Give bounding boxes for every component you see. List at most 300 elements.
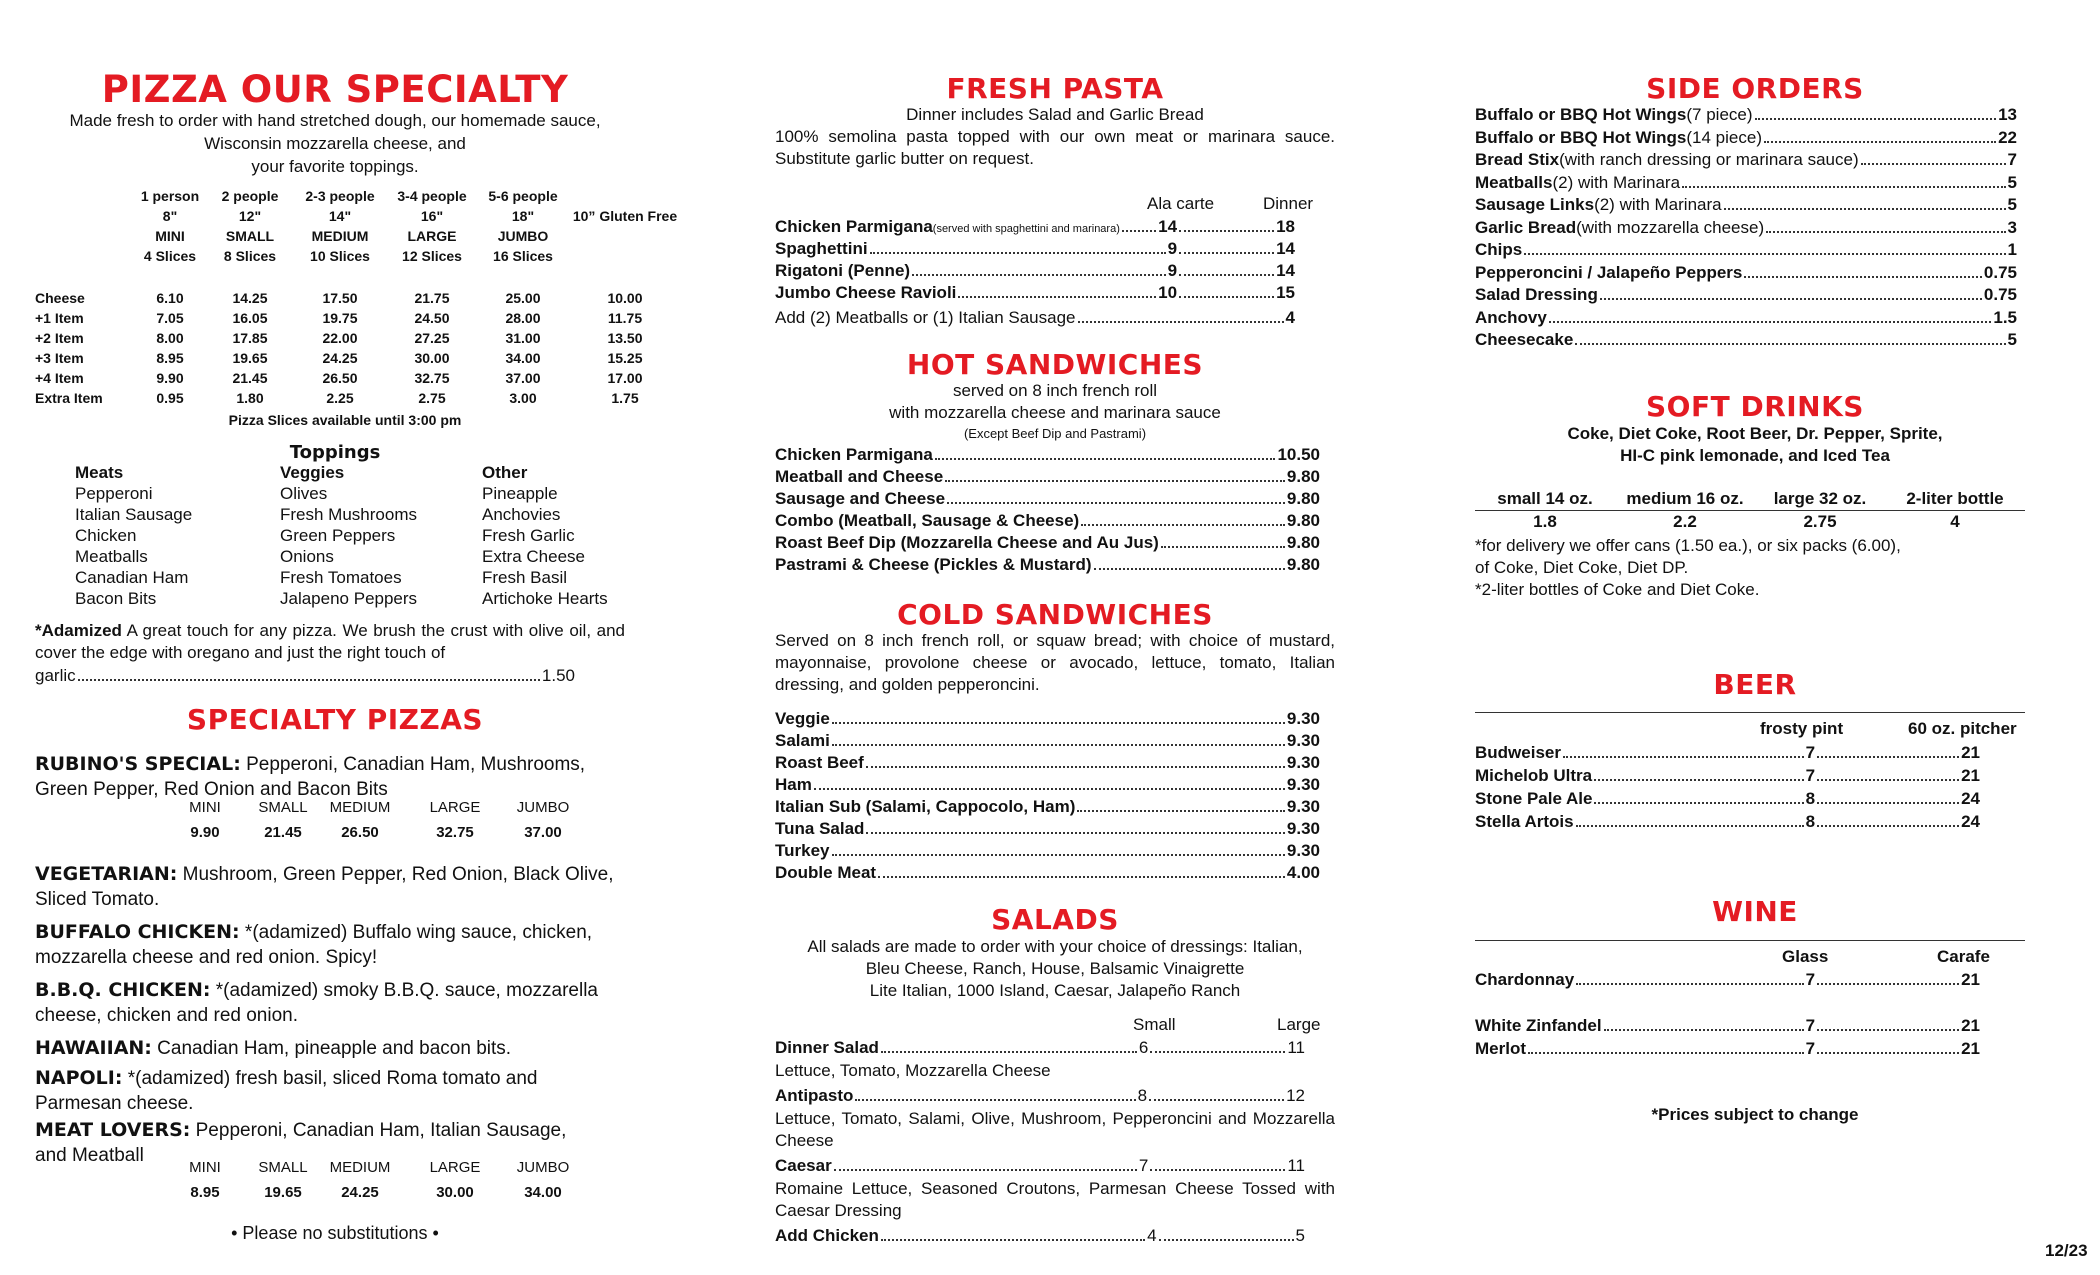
item-note: (with mozzarella cheese) (1576, 217, 1765, 237)
pizza-price-cell: 8.00 (156, 330, 184, 346)
pasta-note: (served with spaghettini and marinara) (932, 223, 1120, 235)
buffalo-desc-1: *(adamized) Buffalo wing sauce, chicken, (239, 922, 593, 943)
pizza-price-cell: 26.50 (322, 370, 358, 386)
leader-dots (1524, 253, 2005, 255)
pizza-price-cell: 24.25 (322, 350, 358, 366)
pizza-row-label: +1 Item (35, 310, 84, 326)
bbq-name: B.B.Q. CHICKEN: (35, 979, 211, 1001)
item-price: 9.30 (1286, 731, 1320, 750)
pizza-price-cell: 17.85 (232, 330, 268, 346)
leader-dots (832, 722, 1285, 724)
adamized-price: 1.50 (541, 666, 575, 685)
item-name: Salad Dressing (1475, 285, 1598, 304)
leader-dots (1081, 524, 1285, 526)
leader-dots (935, 458, 1276, 460)
drink-name: Stone Pale Ale (1475, 789, 1593, 808)
size-inch: 8" (162, 208, 178, 224)
pasta-addon-price: 4 (1285, 308, 1295, 327)
bbq-desc-1: *(adamized) smoky B.B.Q. sauce, mozzarella (210, 980, 598, 1001)
leader-dots (1549, 321, 1992, 323)
menu-row (775, 840, 1320, 862)
salads-title: SALADS (991, 903, 1119, 936)
salads-sub-3: Lite Italian, 1000 Island, Caesar, Jalapeño Ranch (869, 981, 1241, 1000)
pizza-price-cell: 25.00 (505, 290, 541, 306)
drink-row (1475, 969, 1980, 991)
beer-divider (1475, 712, 2025, 713)
item-price: 7 (2007, 150, 2017, 169)
buffalo-name: BUFFALO CHICKEN: (35, 921, 240, 943)
topping-item: Olives (280, 484, 328, 503)
leader-dots (78, 679, 540, 681)
drink-row (1475, 1015, 1980, 1037)
item-name: Roast Beef Dip (Mozzarella Cheese and Au Jus) (775, 533, 1159, 552)
size-label: JUMBO (516, 1159, 570, 1176)
beer-col-pint: frosty pint (1760, 719, 1844, 738)
salads-col-large: Large (1277, 1015, 1321, 1034)
leader-dots (1861, 163, 2006, 165)
pizza-price-cell: 10.00 (607, 290, 643, 306)
size-slices: 4 Slices (143, 248, 197, 264)
leader-dots (1817, 756, 1959, 758)
menu-row (1475, 172, 2017, 194)
leader-dots (1159, 1239, 1294, 1241)
beer-col-pitcher: 60 oz. pitcher (1908, 719, 2017, 738)
item-name: Tuna Salad (775, 819, 865, 838)
item-price: 0.75 (1983, 262, 2017, 282)
leader-dots (1600, 298, 1982, 300)
adamized-last: garlic (35, 666, 76, 685)
wine-col-carafe: Carafe (1937, 947, 1990, 966)
pasta-col-dinner: Dinner (1263, 194, 1314, 213)
wine-title: WINE (1712, 895, 1798, 928)
leader-dots (1817, 1052, 1959, 1054)
pizza-price-cell: 3.00 (509, 390, 537, 406)
pizza-row-label: +4 Item (35, 370, 84, 386)
size-name: SMALL (225, 228, 275, 244)
cold-sandwiches-title: COLD SANDWICHES (897, 598, 1213, 631)
pizza-price-cell: 32.75 (414, 370, 450, 386)
drinks-sub-2: HI-C pink lemonade, and Iced Tea (1620, 446, 1890, 465)
pasta-name: Rigatoni (Penne) (775, 261, 911, 280)
rubino-special (35, 752, 635, 802)
rubino-desc-1: Pepperoni, Canadian Ham, Mushrooms, (240, 754, 586, 775)
drink-name: Chardonnay (1475, 970, 1575, 989)
size-slices: 12 Slices (402, 248, 462, 264)
item-price: 9.80 (1286, 555, 1320, 574)
pizza-row-label: Extra Item (35, 390, 103, 406)
pasta-row (775, 216, 1295, 238)
drink-name: Stella Artois (1475, 812, 1574, 831)
menu-row (775, 730, 1320, 752)
beer-title: BEER (1713, 668, 1797, 701)
pasta-title: FRESH PASTA (946, 72, 1164, 105)
item-price: 13 (1998, 105, 2017, 124)
leader-dots (1755, 118, 1997, 120)
size-price: 37.00 (524, 824, 562, 841)
item-name: Italian Sub (Salami, Cappocolo, Ham) (775, 797, 1076, 816)
leader-dots (1161, 546, 1285, 548)
topping-item: Italian Sausage (75, 505, 193, 524)
size-label: MINI (189, 799, 221, 816)
leader-dots (1594, 802, 1803, 804)
leader-dots (881, 1051, 1137, 1053)
leader-dots (881, 1239, 1145, 1241)
size-name: MINI (155, 228, 185, 244)
size-name: MEDIUM (311, 228, 369, 244)
item-note: (2) with Marinara (1552, 172, 1681, 192)
salad-large-price: 5 (1295, 1226, 1305, 1245)
drink-price-b: 21 (1961, 1039, 1980, 1058)
pasta-name: Jumbo Cheese Ravioli (775, 283, 957, 302)
pizza-title: PIZZA OUR SPECIALTY (101, 68, 569, 111)
item-name: Buffalo or BBQ Hot Wings (1475, 127, 1687, 147)
drink-size: medium 16 oz. (1626, 489, 1744, 508)
napoli-pizza (35, 1066, 635, 1116)
leader-dots (1682, 186, 2006, 188)
topping-item: Green Peppers (280, 526, 396, 545)
pizza-price-cell: 17.00 (607, 370, 643, 386)
leader-dots (834, 1169, 1137, 1171)
pasta-dinner-price: 14 (1276, 239, 1295, 258)
size-price: 21.45 (264, 824, 302, 841)
item-price: 9.80 (1286, 511, 1320, 530)
pizza-row-label: Cheese (35, 290, 85, 306)
item-note: (with ranch dressing or marinara sauce) (1559, 150, 1859, 169)
drinks-note-3: *2-liter bottles of Coke and Diet Coke. (1475, 580, 1760, 599)
pizza-intro-1: Made fresh to order with hand stretched dough, our homemade sauce, (69, 111, 601, 130)
salad-name: Antipasto (775, 1086, 854, 1105)
salad-small-price: 4 (1147, 1226, 1157, 1245)
pizza-price-cell: 34.00 (505, 350, 541, 366)
pizza-price-cell: 24.50 (414, 310, 450, 326)
topping-item: Meatballs (75, 547, 148, 566)
pizza-intro-3: your favorite toppings. (251, 157, 419, 176)
menu-row (1475, 239, 2017, 261)
item-name: Chips (1475, 240, 1523, 259)
item-name: Anchovy (1475, 307, 1547, 327)
pasta-row (775, 260, 1295, 282)
menu-row (1475, 329, 2017, 351)
drink-row (1475, 765, 1980, 787)
leader-dots (1594, 779, 1803, 781)
pizza-price-cell: 9.90 (156, 370, 184, 386)
meat-lovers-desc-1: Pepperoni, Canadian Ham, Italian Sausage, (190, 1120, 567, 1141)
meat-lovers-desc-2: and Meatball (35, 1145, 144, 1166)
leader-dots (814, 788, 1285, 790)
buffalo-desc-2: mozzarella cheese and red onion. Spicy! (35, 947, 378, 968)
salad-large-price: 12 (1286, 1086, 1305, 1105)
size-name: JUMBO (497, 228, 549, 244)
item-name: Combo (Meatball, Sausage & Cheese) (775, 511, 1080, 530)
size-label: MEDIUM (329, 1159, 391, 1176)
size-people: 2 people (221, 188, 279, 204)
drink-price: 2.75 (1803, 512, 1837, 531)
pasta-sub: Dinner includes Salad and Garlic Bread (906, 105, 1204, 124)
size-inch: 12" (238, 208, 262, 224)
drink-price-a: 7 (1805, 766, 1816, 785)
pasta-col-alacarte: Ala carte (1147, 194, 1215, 213)
drink-price: 4 (1950, 512, 1960, 531)
item-name: Chicken Parmigana (775, 445, 933, 464)
drink-name: Michelob Ultra (1475, 766, 1593, 785)
leader-dots (1528, 1052, 1804, 1054)
menu-row (1475, 127, 2017, 149)
drink-row (1475, 788, 1980, 810)
topping-heading: Meats (75, 463, 124, 482)
salad-desc-dinner: Lettuce, Tomato, Mozzarella Cheese (775, 1061, 1051, 1080)
item-price: 5 (2007, 172, 2017, 192)
size-inch: 18" (511, 208, 535, 224)
pasta-alacarte-price: 9 (1167, 261, 1178, 280)
pasta-name: Spaghettini (775, 239, 868, 258)
adamized-label: *Adamized (35, 621, 122, 640)
pizza-price-cell: 19.65 (232, 350, 268, 366)
drink-price-b: 21 (1961, 766, 1980, 785)
leader-dots (1744, 276, 1982, 278)
item-price: 0.75 (1983, 285, 2017, 304)
pasta-addon: Add (2) Meatballs or (1) Italian Sausage (775, 308, 1076, 327)
pasta-alacarte-price: 14 (1158, 217, 1178, 236)
salad-small-price: 6 (1138, 1038, 1149, 1057)
pizza-intro-2: Wisconsin mozzarella cheese, and (204, 134, 466, 153)
size-price: 9.90 (190, 824, 220, 841)
bbq-chicken-pizza (35, 978, 635, 1028)
drink-price: 2.2 (1673, 512, 1697, 531)
prices-note: *Prices subject to change (1651, 1105, 1859, 1124)
menu-row (1475, 217, 2017, 239)
pasta-addon-row (775, 307, 1295, 329)
size-label: SMALL (258, 1159, 308, 1176)
menu-row (775, 862, 1320, 884)
leader-dots (1817, 825, 1959, 827)
drinks-divider (1475, 510, 2025, 511)
hawaiian-name: HAWAIIAN: (35, 1037, 152, 1059)
leader-dots (832, 854, 1285, 856)
drinks-sub-1: Coke, Diet Coke, Root Beer, Dr. Pepper, Sprite, (1567, 424, 1943, 443)
size-price: 24.25 (341, 1184, 379, 1201)
leader-dots (866, 832, 1284, 834)
size-inch: 14" (328, 208, 352, 224)
leader-dots (878, 876, 1285, 878)
menu-row (775, 554, 1320, 576)
salad-large-price: 11 (1287, 1038, 1305, 1057)
leader-dots (958, 296, 1156, 298)
buffalo-chicken-pizza (35, 920, 635, 970)
hot-sub-1: served on 8 inch french roll (952, 381, 1158, 400)
pasta-alacarte-price: 10 (1158, 283, 1178, 302)
pizza-price-cell: 17.50 (322, 290, 358, 306)
menu-row (1475, 194, 2017, 216)
drink-row (1475, 742, 1980, 764)
size-label: LARGE (429, 1159, 481, 1176)
item-price: 9.80 (1286, 489, 1320, 508)
drink-row (1475, 811, 1980, 833)
drink-price-a: 8 (1805, 789, 1816, 808)
item-name: Double Meat (775, 863, 877, 882)
soft-drinks-title: SOFT DRINKS (1646, 390, 1864, 423)
item-note: (7 piece) (1686, 105, 1753, 124)
adamized-text: A great touch for any pizza. We brush the crust with olive oil, and cover the edge with oregano and just the right touch of (35, 621, 625, 662)
wine-divider (1475, 940, 2025, 941)
menu-row (1475, 149, 2017, 171)
menu-row (1475, 307, 2017, 329)
item-price: 9.30 (1286, 819, 1320, 838)
item-price: 5 (2007, 330, 2017, 349)
leader-dots (1764, 141, 1996, 143)
hawaiian-desc: Canadian Ham, pineapple and bacon bits. (151, 1038, 512, 1059)
salads-sub-2: Bleu Cheese, Ranch, House, Balsamic Vinaigrette (865, 959, 1245, 978)
item-price: 9.30 (1286, 775, 1320, 794)
salad-desc-antipasto: Lettuce, Tomato, Salami, Olive, Mushroom, Pepperoncini and Mozzarella Cheese (775, 1109, 1335, 1150)
size-label: MINI (189, 1159, 221, 1176)
item-name: Meatball and Cheese (775, 467, 944, 486)
salad-desc-caesar: Romaine Lettuce, Seasoned Croutons, Parmesan Cheese Tossed with Caesar Dressing (775, 1179, 1335, 1220)
pizza-price-cell: 0.95 (156, 390, 184, 406)
topping-item: Jalapeno Peppers (280, 589, 418, 608)
drink-price-a: 7 (1805, 970, 1816, 989)
pizza-price-cell: 37.00 (505, 370, 541, 386)
pizza-price-cell: 21.75 (414, 290, 450, 306)
leader-dots (870, 252, 1166, 254)
item-price: 9.80 (1286, 533, 1320, 552)
item-note: (2) with Marinara (1594, 195, 1722, 214)
pizza-price-cell: 11.75 (607, 310, 643, 326)
leader-dots (1179, 274, 1274, 276)
item-price: 1 (2007, 240, 2017, 259)
napoli-desc-2: Parmesan cheese. (35, 1093, 194, 1114)
pizza-price-cell: 27.25 (414, 330, 450, 346)
leader-dots (1179, 252, 1274, 254)
topping-item: Chicken (75, 526, 137, 545)
item-name: Cheesecake (1475, 330, 1574, 349)
size-people: 1 person (140, 188, 200, 204)
item-price: 3 (2007, 217, 2017, 237)
item-price: 5 (2007, 195, 2017, 214)
size-price: 8.95 (190, 1184, 220, 1201)
menu-row (775, 444, 1320, 466)
pizza-price-cell: 19.75 (322, 310, 358, 326)
veg-desc-1: Mushroom, Green Pepper, Red Onion, Black Olive, (177, 864, 614, 885)
pizza-price-cell: 21.45 (232, 370, 268, 386)
topping-item: Fresh Mushrooms (280, 505, 417, 524)
hot-sub-3: (Except Beef Dip and Pastrami) (963, 426, 1147, 441)
pizza-price-cell: 13.50 (607, 330, 643, 346)
drink-price-a: 7 (1805, 1039, 1816, 1058)
menu-row (775, 752, 1320, 774)
leader-dots (866, 766, 1285, 768)
pasta-row (775, 238, 1295, 260)
menu-row (775, 708, 1320, 730)
pasta-row (775, 282, 1295, 304)
menu-row (1475, 104, 2017, 126)
leader-dots (832, 744, 1285, 746)
side-orders-title: SIDE ORDERS (1646, 72, 1864, 105)
leader-dots (1817, 983, 1959, 985)
salads-sub-1: All salads are made to order with your choice of dressings: Italian, (807, 937, 1303, 956)
salad-small-price: 8 (1137, 1086, 1148, 1105)
item-price: 10.50 (1277, 445, 1320, 464)
drink-price-a: 8 (1805, 812, 1816, 831)
drink-size: 2-liter bottle (1906, 489, 2004, 508)
size-slices: 10 Slices (310, 248, 370, 264)
menu-row (775, 510, 1320, 532)
napoli-name: NAPOLI: (35, 1067, 123, 1089)
menu-row (775, 796, 1320, 818)
topping-heading: Veggies (280, 463, 345, 482)
topping-item: Onions (280, 547, 334, 566)
salad-small-price: 7 (1138, 1156, 1149, 1175)
pasta-alacarte-price: 9 (1167, 239, 1178, 258)
salad-large-price: 11 (1287, 1156, 1305, 1175)
no-substitutions: • Please no substitutions • (231, 1223, 439, 1243)
pizza-price-cell: 30.00 (414, 350, 450, 366)
pasta-dinner-price: 14 (1276, 261, 1295, 280)
leader-dots (1817, 1029, 1959, 1031)
drink-name: Budweiser (1475, 743, 1561, 762)
drinks-note-2: of Coke, Diet Coke, Diet DP. (1475, 558, 1689, 577)
topping-item: Fresh Tomatoes (280, 568, 402, 587)
size-people: 2-3 people (305, 188, 375, 204)
leader-dots (1122, 230, 1156, 232)
leader-dots (947, 502, 1285, 504)
adamized-price-row (35, 665, 575, 687)
item-name: Roast Beef (775, 753, 864, 772)
leader-dots (1077, 810, 1285, 812)
item-price: 4.00 (1286, 863, 1320, 882)
menu-row (1475, 262, 2017, 284)
item-price: 9.30 (1286, 709, 1320, 728)
leader-dots (1576, 983, 1803, 985)
pizza-price-cell: 7.05 (156, 310, 184, 326)
size-label: LARGE (429, 799, 481, 816)
drink-price-b: 21 (1961, 1016, 1980, 1035)
item-name: Pastrami & Cheese (Pickles & Mustard) (775, 555, 1092, 574)
leader-dots (855, 1099, 1135, 1101)
leader-dots (1575, 343, 2005, 345)
leader-dots (912, 274, 1166, 276)
pizza-price-cell: 16.05 (232, 310, 268, 326)
drink-row (1475, 1038, 1980, 1060)
topping-item: Canadian Ham (75, 568, 189, 587)
leader-dots (1724, 208, 2006, 210)
drink-price-b: 24 (1961, 812, 1980, 831)
meat-lovers-name: MEAT LOVERS: (35, 1119, 191, 1141)
leader-dots (1150, 1051, 1285, 1053)
salad-name: Caesar (775, 1156, 832, 1175)
salad-name: Add Chicken (775, 1226, 879, 1245)
bbq-desc-2: cheese, chicken and red onion. (35, 1005, 299, 1026)
pizza-row-label: +2 Item (35, 330, 84, 346)
pizza-price-cell: 2.25 (326, 390, 354, 406)
drink-price-a: 7 (1805, 1016, 1816, 1035)
size-price: 32.75 (436, 824, 474, 841)
item-name: Veggie (775, 709, 830, 728)
item-name: Buffalo or BBQ Hot Wings (1475, 105, 1687, 124)
drinks-note-1: *for delivery we offer cans (1.50 ea.), or six packs (6.00), (1475, 536, 1901, 555)
pizza-row-label: +3 Item (35, 350, 84, 366)
size-label: MEDIUM (329, 799, 391, 816)
pizza-price-cell: 22.00 (322, 330, 358, 346)
adamized-description (35, 620, 625, 664)
toppings-title: Toppings (289, 442, 381, 463)
salad-row-antipasto (775, 1085, 1305, 1107)
slices-note: Pizza Slices available until 3:00 pm (228, 412, 462, 428)
leader-dots (1766, 231, 2005, 233)
salad-row-chicken (775, 1225, 1305, 1247)
hot-sub-2: with mozzarella cheese and marinara sauce (889, 403, 1221, 422)
salad-row-caesar (775, 1155, 1305, 1177)
leader-dots (1576, 825, 1804, 827)
